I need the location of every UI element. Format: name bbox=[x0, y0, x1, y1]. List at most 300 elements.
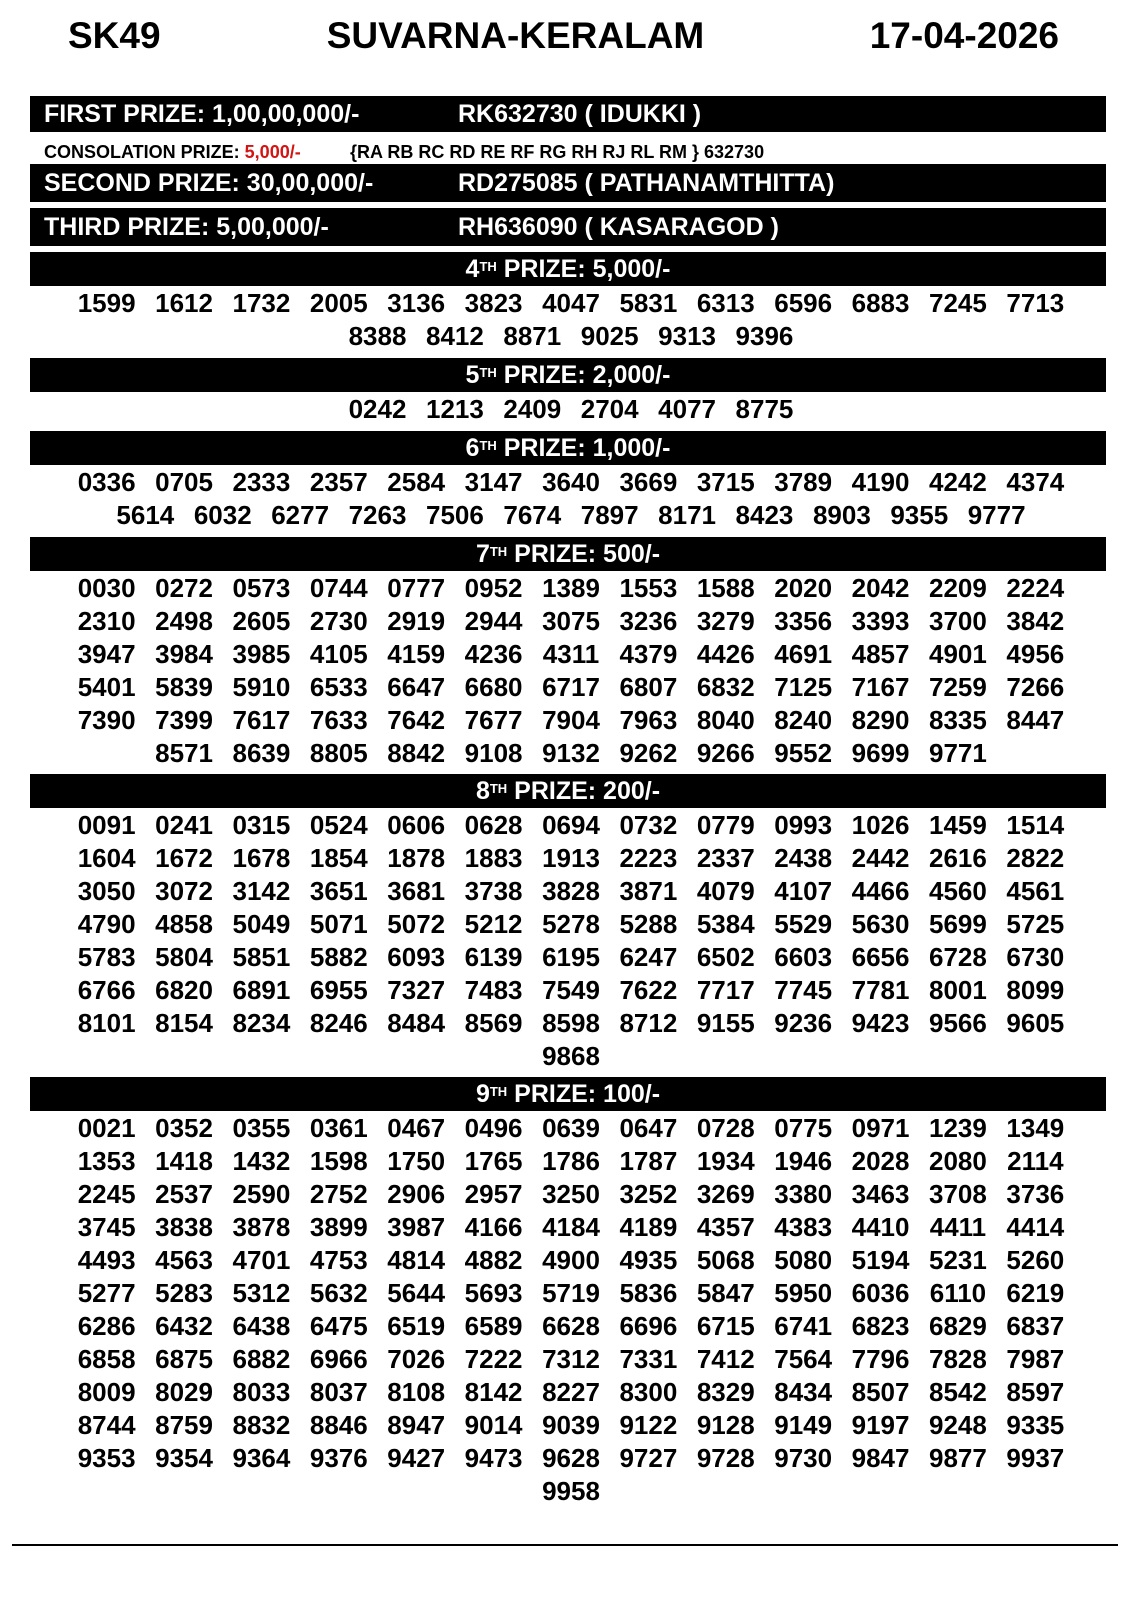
winning-number: 9396 bbox=[735, 321, 794, 351]
number-row bbox=[55, 1112, 1087, 1145]
winning-number: 2028 bbox=[851, 1146, 910, 1176]
winning-number: 6647 bbox=[387, 672, 446, 702]
winning-number: 5529 bbox=[774, 909, 833, 939]
winning-number: 3651 bbox=[309, 876, 368, 906]
winning-number: 3072 bbox=[155, 876, 213, 906]
winning-number: 5231 bbox=[929, 1245, 987, 1275]
winning-number: 3269 bbox=[696, 1179, 755, 1209]
winning-number: 1750 bbox=[387, 1146, 446, 1176]
winning-number: 0744 bbox=[309, 573, 368, 603]
third-prize-winner: RH636090 ( KASARAGOD ) bbox=[458, 213, 779, 241]
number-row bbox=[55, 572, 1087, 605]
winning-number: 6858 bbox=[77, 1344, 136, 1374]
winning-number: 5851 bbox=[232, 942, 291, 972]
winning-number: 3745 bbox=[77, 1212, 136, 1242]
winning-number: 4107 bbox=[774, 876, 833, 906]
winning-number: 4560 bbox=[929, 876, 987, 906]
winning-number: 7713 bbox=[1006, 288, 1065, 318]
tier-ordinal: 7 bbox=[475, 540, 490, 568]
winning-number: 4935 bbox=[619, 1245, 678, 1275]
prize-tier-7-bar bbox=[30, 537, 1106, 571]
winning-number: 6656 bbox=[851, 942, 910, 972]
tier-label: PRIZE: 2,000/- bbox=[496, 361, 671, 389]
winning-number: 8388 bbox=[348, 321, 407, 351]
winning-number: 6596 bbox=[774, 288, 833, 318]
winning-number: 2337 bbox=[696, 843, 755, 873]
tier-ordinal: 5 bbox=[465, 361, 480, 389]
winning-number: 1946 bbox=[774, 1146, 833, 1176]
winning-number: 0315 bbox=[232, 810, 291, 840]
second-prize-bar bbox=[30, 164, 1106, 202]
winning-number: 3987 bbox=[387, 1212, 446, 1242]
winning-number: 4242 bbox=[929, 467, 987, 497]
winning-number: 3947 bbox=[77, 639, 136, 669]
winning-number: 1553 bbox=[619, 573, 678, 603]
winning-number: 1514 bbox=[1006, 810, 1065, 840]
winning-number: 1588 bbox=[696, 573, 755, 603]
prize-tier-7-numbers bbox=[55, 572, 1087, 770]
winning-number: 7745 bbox=[774, 975, 833, 1005]
winning-number: 9266 bbox=[696, 738, 755, 768]
winning-number: 1913 bbox=[542, 843, 600, 873]
winning-number: 3136 bbox=[387, 288, 446, 318]
winning-number: 1418 bbox=[155, 1146, 213, 1176]
second-prize-label: SECOND PRIZE: 30,00,000/- bbox=[44, 169, 374, 197]
winning-number: 0779 bbox=[696, 810, 755, 840]
tier-label: PRIZE: 500/- bbox=[507, 540, 661, 568]
winning-number: 0091 bbox=[77, 810, 136, 840]
winning-number: 2005 bbox=[309, 288, 368, 318]
winning-number: 7796 bbox=[851, 1344, 910, 1374]
winning-number: 0355 bbox=[232, 1113, 291, 1143]
number-row bbox=[55, 605, 1087, 638]
winning-number: 6432 bbox=[155, 1311, 213, 1341]
winning-number: 1934 bbox=[696, 1146, 755, 1176]
winning-number: 2704 bbox=[580, 394, 639, 424]
tier-ordinal: 9 bbox=[475, 1080, 490, 1108]
winning-number: 9355 bbox=[890, 500, 949, 530]
third-prize-bar bbox=[30, 208, 1106, 246]
winning-number: 9868 bbox=[542, 1041, 600, 1071]
winning-number: 0361 bbox=[309, 1113, 368, 1143]
winning-number: 6715 bbox=[696, 1311, 755, 1341]
winning-number: 7506 bbox=[425, 500, 484, 530]
winning-number: 1854 bbox=[309, 843, 368, 873]
winning-number: 5644 bbox=[387, 1278, 446, 1308]
winning-number: 6219 bbox=[1006, 1278, 1065, 1308]
winning-number: 6533 bbox=[309, 672, 368, 702]
winning-number: 0524 bbox=[309, 810, 368, 840]
winning-number: 7828 bbox=[929, 1344, 987, 1374]
winning-number: 9473 bbox=[464, 1443, 523, 1473]
winning-number: 8805 bbox=[309, 738, 368, 768]
winning-number: 0606 bbox=[387, 810, 446, 840]
number-row bbox=[55, 466, 1087, 499]
winning-number: 6741 bbox=[774, 1311, 833, 1341]
winning-number: 0352 bbox=[155, 1113, 213, 1143]
winning-number: 6603 bbox=[774, 942, 833, 972]
winning-number: 8234 bbox=[232, 1008, 291, 1038]
winning-number: 4882 bbox=[464, 1245, 523, 1275]
winning-number: 7167 bbox=[851, 672, 910, 702]
winning-number: 1787 bbox=[619, 1146, 678, 1176]
winning-number: 1213 bbox=[425, 394, 484, 424]
first-prize-label: FIRST PRIZE: 1,00,00,000/- bbox=[44, 100, 360, 128]
winning-number: 8033 bbox=[232, 1377, 291, 1407]
winning-number: 5283 bbox=[155, 1278, 213, 1308]
winning-number: 3736 bbox=[1006, 1179, 1065, 1209]
winning-number: 5882 bbox=[309, 942, 368, 972]
winning-number: 5049 bbox=[232, 909, 291, 939]
winning-number: 9566 bbox=[929, 1008, 987, 1038]
winning-number: 7125 bbox=[774, 672, 833, 702]
winning-number: 5839 bbox=[155, 672, 213, 702]
winning-number: 5260 bbox=[1006, 1245, 1065, 1275]
winning-number: 9699 bbox=[851, 738, 910, 768]
winning-number: 6589 bbox=[464, 1311, 523, 1341]
tier-label: PRIZE: 5,000/- bbox=[496, 255, 671, 283]
winning-number: 6110 bbox=[929, 1278, 987, 1308]
winning-number: 3356 bbox=[774, 606, 833, 636]
winning-number: 9353 bbox=[77, 1443, 136, 1473]
winning-number: 6438 bbox=[232, 1311, 291, 1341]
winning-number: 0971 bbox=[851, 1113, 910, 1143]
tier-ordinal: 4 bbox=[465, 255, 480, 283]
winning-number: 0775 bbox=[774, 1113, 833, 1143]
winning-number: 5384 bbox=[696, 909, 755, 939]
winning-number: 1678 bbox=[232, 843, 291, 873]
winning-number: 7781 bbox=[851, 975, 910, 1005]
winning-number: 6093 bbox=[387, 942, 446, 972]
winning-number: 5699 bbox=[929, 909, 987, 939]
winning-number: 2822 bbox=[1006, 843, 1065, 873]
first-prize-bar bbox=[30, 96, 1106, 132]
tier-ordinal: 8 bbox=[475, 777, 490, 805]
winning-number: 8759 bbox=[155, 1410, 213, 1440]
winning-number: 5831 bbox=[619, 288, 678, 318]
winning-number: 3985 bbox=[232, 639, 291, 669]
winning-number: 5719 bbox=[542, 1278, 600, 1308]
winning-number: 7674 bbox=[503, 500, 562, 530]
winning-number: 3828 bbox=[542, 876, 600, 906]
winning-number: 7617 bbox=[232, 705, 291, 735]
winning-number: 0242 bbox=[348, 394, 407, 424]
winning-number: 8597 bbox=[1006, 1377, 1065, 1407]
winning-number: 2605 bbox=[232, 606, 291, 636]
winning-number: 6519 bbox=[387, 1311, 446, 1341]
winning-number: 4753 bbox=[309, 1245, 368, 1275]
tier-ordinal-suffix: TH bbox=[489, 781, 508, 796]
winning-number: 3823 bbox=[464, 288, 523, 318]
winning-number: 8434 bbox=[774, 1377, 833, 1407]
winning-number: 2438 bbox=[774, 843, 833, 873]
winning-number: 0272 bbox=[155, 573, 213, 603]
winning-number: 2080 bbox=[929, 1146, 987, 1176]
winning-number: 3050 bbox=[77, 876, 136, 906]
winning-number: 4901 bbox=[929, 639, 987, 669]
winning-number: 9313 bbox=[658, 321, 716, 351]
winning-number: 2730 bbox=[309, 606, 368, 636]
winning-number: 9423 bbox=[851, 1008, 910, 1038]
winning-number: 4184 bbox=[542, 1212, 600, 1242]
winning-number: 2498 bbox=[155, 606, 213, 636]
winning-number: 6277 bbox=[271, 500, 330, 530]
number-row bbox=[55, 842, 1087, 875]
winning-number: 9727 bbox=[619, 1443, 678, 1473]
winning-number: 8507 bbox=[851, 1377, 910, 1407]
winning-number: 5783 bbox=[77, 942, 136, 972]
winning-number: 2245 bbox=[77, 1179, 136, 1209]
winning-number: 4166 bbox=[464, 1212, 523, 1242]
winning-number: 2944 bbox=[464, 606, 523, 636]
winning-number: 9132 bbox=[542, 738, 600, 768]
winning-number: 8447 bbox=[1006, 705, 1065, 735]
winning-number: 8329 bbox=[696, 1377, 755, 1407]
winning-number: 5725 bbox=[1006, 909, 1065, 939]
winning-number: 9958 bbox=[542, 1476, 600, 1506]
winning-number: 8712 bbox=[619, 1008, 678, 1038]
winning-number: 3878 bbox=[232, 1212, 291, 1242]
draw-date: 17-04-2026 bbox=[869, 15, 1059, 56]
winning-number: 8029 bbox=[155, 1377, 213, 1407]
winning-number: 6195 bbox=[542, 942, 600, 972]
winning-number: 6032 bbox=[193, 500, 252, 530]
draw-code: SK49 bbox=[68, 15, 161, 56]
number-row bbox=[55, 671, 1087, 704]
winning-number: 4858 bbox=[155, 909, 213, 939]
winning-number: 6502 bbox=[696, 942, 755, 972]
number-row bbox=[55, 638, 1087, 671]
winning-number: 4190 bbox=[851, 467, 910, 497]
winning-number: 3142 bbox=[232, 876, 291, 906]
winning-number: 6820 bbox=[155, 975, 213, 1005]
winning-number: 1732 bbox=[232, 288, 291, 318]
winning-number: 6829 bbox=[929, 1311, 987, 1341]
lottery-title: SUVARNA-KERALAM bbox=[326, 15, 705, 56]
winning-number: 2223 bbox=[619, 843, 678, 873]
winning-number: 2919 bbox=[387, 606, 446, 636]
winning-number: 5804 bbox=[155, 942, 213, 972]
winning-number: 7564 bbox=[774, 1344, 833, 1374]
winning-number: 4374 bbox=[1006, 467, 1065, 497]
winning-number: 8598 bbox=[542, 1008, 600, 1038]
winning-number: 8108 bbox=[387, 1377, 446, 1407]
winning-number: 6696 bbox=[619, 1311, 678, 1341]
winning-number: 3738 bbox=[464, 876, 523, 906]
prize-tier-9-bar bbox=[30, 1077, 1106, 1111]
winning-number: 8001 bbox=[929, 975, 987, 1005]
winning-number: 7266 bbox=[1006, 672, 1065, 702]
number-row bbox=[55, 1145, 1087, 1178]
footer-rule bbox=[12, 1544, 1118, 1546]
winning-number: 1604 bbox=[77, 843, 136, 873]
winning-number: 0777 bbox=[387, 573, 446, 603]
consolation-amount: 5,000/- bbox=[244, 142, 301, 162]
winning-number: 6955 bbox=[309, 975, 368, 1005]
winning-number: 2752 bbox=[309, 1179, 368, 1209]
winning-number: 9197 bbox=[851, 1410, 910, 1440]
winning-number: 0021 bbox=[77, 1113, 136, 1143]
winning-number: 2616 bbox=[929, 843, 987, 873]
winning-number: 6036 bbox=[851, 1278, 910, 1308]
winning-number: 2590 bbox=[232, 1179, 291, 1209]
winning-number: 6286 bbox=[77, 1311, 136, 1341]
tier-label: PRIZE: 1,000/- bbox=[496, 434, 671, 462]
winning-number: 0647 bbox=[619, 1113, 678, 1143]
winning-number: 0728 bbox=[696, 1113, 755, 1143]
winning-number: 7026 bbox=[387, 1344, 446, 1374]
winning-number: 8571 bbox=[155, 738, 213, 768]
winning-number: 1765 bbox=[464, 1146, 523, 1176]
winning-number: 1026 bbox=[851, 810, 910, 840]
winning-number: 9149 bbox=[774, 1410, 833, 1440]
winning-number: 9847 bbox=[851, 1443, 910, 1473]
winning-number: 0694 bbox=[542, 810, 600, 840]
winning-number: 7331 bbox=[619, 1344, 678, 1374]
winning-number: 2333 bbox=[232, 467, 291, 497]
number-row bbox=[55, 704, 1087, 737]
number-row bbox=[55, 1040, 1087, 1073]
winning-number: 9777 bbox=[967, 500, 1026, 530]
winning-number: 9335 bbox=[1006, 1410, 1065, 1440]
winning-number: 8154 bbox=[155, 1008, 213, 1038]
winning-number: 8037 bbox=[309, 1377, 368, 1407]
number-row bbox=[55, 1409, 1087, 1442]
winning-number: 9025 bbox=[580, 321, 639, 351]
winning-number: 5950 bbox=[774, 1278, 833, 1308]
winning-number: 8009 bbox=[77, 1377, 136, 1407]
winning-number: 0628 bbox=[464, 810, 523, 840]
winning-number: 7642 bbox=[387, 705, 446, 735]
winning-number: 5071 bbox=[309, 909, 368, 939]
winning-number: 6891 bbox=[232, 975, 291, 1005]
prize-tier-5-numbers bbox=[55, 393, 1087, 426]
winning-number: 6730 bbox=[1006, 942, 1065, 972]
winning-number: 3380 bbox=[774, 1179, 833, 1209]
winning-number: 1672 bbox=[155, 843, 213, 873]
winning-number: 3236 bbox=[619, 606, 678, 636]
winning-number: 2114 bbox=[1007, 1146, 1064, 1176]
winning-number: 4379 bbox=[619, 639, 678, 669]
winning-number: 3681 bbox=[387, 876, 446, 906]
winning-number: 9771 bbox=[929, 738, 987, 768]
tier-ordinal-suffix: TH bbox=[489, 1084, 508, 1099]
winning-number: 6966 bbox=[309, 1344, 368, 1374]
prize-tier-4-bar bbox=[30, 252, 1106, 286]
winning-number: 6247 bbox=[619, 942, 678, 972]
winning-number: 0467 bbox=[387, 1113, 446, 1143]
winning-number: 9236 bbox=[774, 1008, 833, 1038]
number-row bbox=[55, 1244, 1087, 1277]
number-row bbox=[55, 875, 1087, 908]
winning-number: 3984 bbox=[155, 639, 213, 669]
tier-label: PRIZE: 100/- bbox=[507, 1080, 661, 1108]
winning-number: 9014 bbox=[464, 1410, 523, 1440]
winning-number: 4701 bbox=[232, 1245, 291, 1275]
winning-number: 0639 bbox=[542, 1113, 600, 1143]
prize-tier-8-bar bbox=[30, 774, 1106, 808]
winning-number: 3075 bbox=[542, 606, 600, 636]
winning-number: 8903 bbox=[812, 500, 871, 530]
winning-number: 1878 bbox=[387, 843, 446, 873]
number-row bbox=[55, 1007, 1087, 1040]
winning-number: 5401 bbox=[77, 672, 136, 702]
winning-number: 4236 bbox=[464, 639, 523, 669]
winning-number: 3871 bbox=[619, 876, 678, 906]
winning-number: 1349 bbox=[1006, 1113, 1065, 1143]
prize-tier-8-numbers bbox=[55, 809, 1087, 1073]
winning-number: 4311 bbox=[542, 639, 600, 669]
winning-number: 4956 bbox=[1006, 639, 1065, 669]
winning-number: 9155 bbox=[696, 1008, 755, 1038]
winning-number: 6313 bbox=[696, 288, 755, 318]
winning-number: 8101 bbox=[77, 1008, 136, 1038]
prize-tier-6-numbers bbox=[55, 466, 1087, 532]
winning-number: 4105 bbox=[309, 639, 368, 669]
winning-number: 3708 bbox=[929, 1179, 987, 1209]
winning-number: 9730 bbox=[774, 1443, 833, 1473]
winning-number: 8335 bbox=[929, 705, 987, 735]
winning-number: 4790 bbox=[77, 909, 136, 939]
winning-number: 2442 bbox=[851, 843, 910, 873]
winning-number: 4900 bbox=[542, 1245, 600, 1275]
winning-number: 7390 bbox=[77, 705, 136, 735]
winning-number: 8290 bbox=[851, 705, 910, 735]
winning-number: 8099 bbox=[1006, 975, 1065, 1005]
winning-number: 6807 bbox=[619, 672, 678, 702]
winning-number: 4493 bbox=[77, 1245, 136, 1275]
winning-number: 2020 bbox=[774, 573, 833, 603]
winning-number: 8842 bbox=[387, 738, 446, 768]
winning-number: 7897 bbox=[580, 500, 639, 530]
winning-number: 3669 bbox=[619, 467, 678, 497]
winning-number: 3252 bbox=[619, 1179, 678, 1209]
winning-number: 8846 bbox=[309, 1410, 368, 1440]
winning-number: 2409 bbox=[503, 394, 562, 424]
number-row bbox=[55, 320, 1087, 353]
winning-number: 4189 bbox=[619, 1212, 678, 1242]
number-row bbox=[55, 737, 1087, 770]
winning-number: 4159 bbox=[387, 639, 446, 669]
winning-number: 5836 bbox=[619, 1278, 678, 1308]
winning-number: 2357 bbox=[309, 467, 368, 497]
winning-number: 8142 bbox=[464, 1377, 523, 1407]
number-row bbox=[55, 1211, 1087, 1244]
winning-number: 5288 bbox=[619, 909, 678, 939]
winning-number: 5910 bbox=[232, 672, 291, 702]
winning-number: 3715 bbox=[696, 467, 755, 497]
number-row bbox=[55, 1475, 1087, 1508]
winning-number: 7633 bbox=[309, 705, 368, 735]
winning-number: 4561 bbox=[1006, 876, 1065, 906]
winning-number: 2209 bbox=[929, 573, 987, 603]
winning-number: 8832 bbox=[232, 1410, 291, 1440]
winning-number: 6766 bbox=[77, 975, 136, 1005]
winning-number: 4563 bbox=[155, 1245, 213, 1275]
winning-number: 7622 bbox=[619, 975, 678, 1005]
winning-number: 5693 bbox=[464, 1278, 523, 1308]
winning-number: 9248 bbox=[929, 1410, 987, 1440]
winning-number: 5212 bbox=[464, 909, 523, 939]
winning-number: 6680 bbox=[464, 672, 523, 702]
winning-number: 0993 bbox=[774, 810, 833, 840]
winning-number: 7483 bbox=[464, 975, 523, 1005]
winning-number: 7677 bbox=[464, 705, 523, 735]
winning-number: 1389 bbox=[542, 573, 600, 603]
tier-ordinal-suffix: TH bbox=[479, 259, 497, 274]
winning-number: 3393 bbox=[851, 606, 910, 636]
first-prize-winner: RK632730 ( IDUKKI ) bbox=[458, 100, 702, 128]
